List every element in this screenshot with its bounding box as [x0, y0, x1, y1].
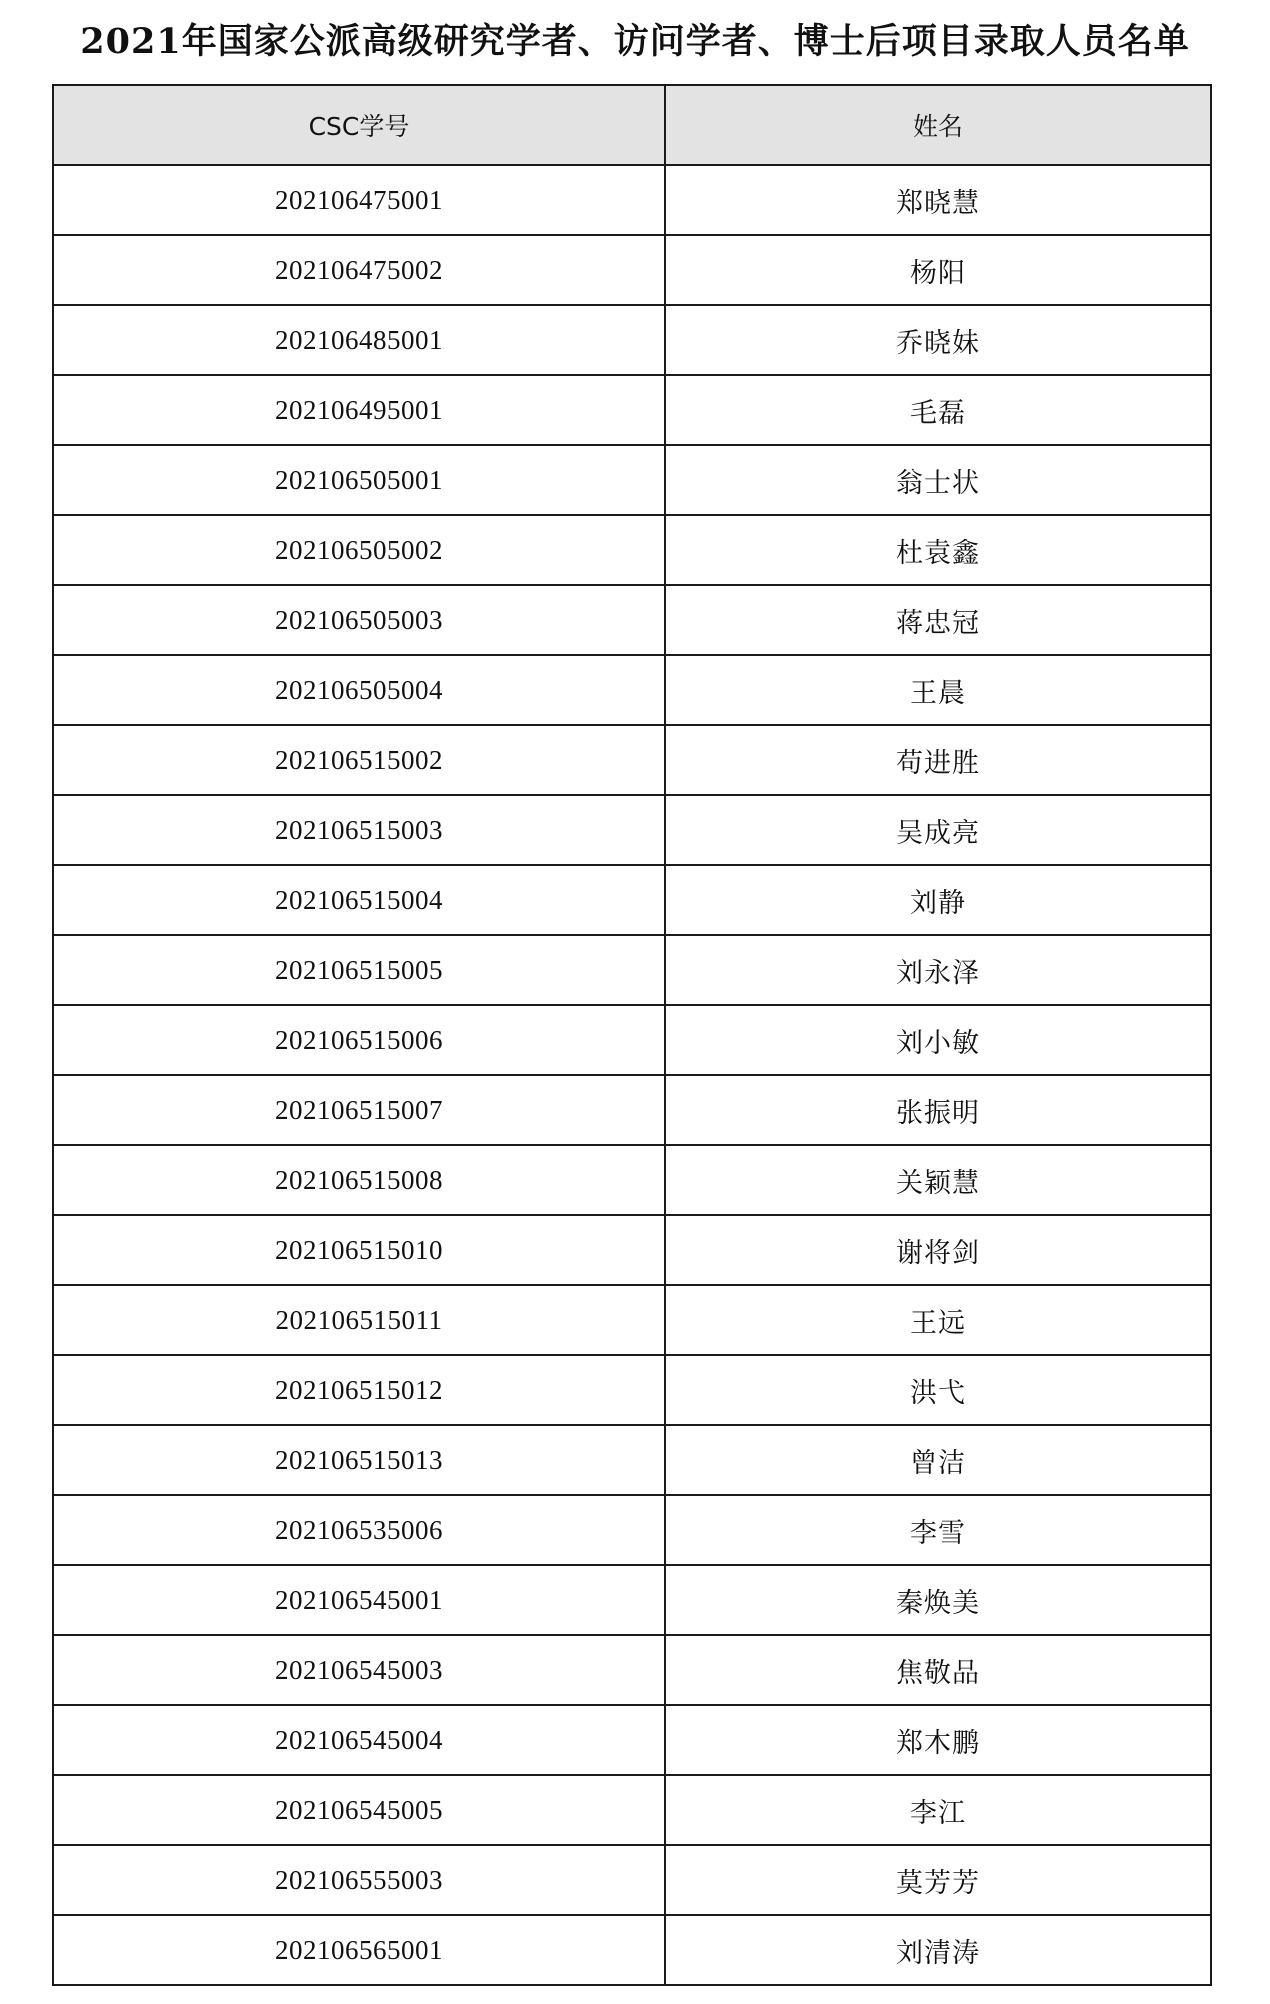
csc-id-cell: 202106505003: [53, 585, 665, 655]
name-cell: 毛磊: [665, 375, 1211, 445]
csc-id-cell: 202106545001: [53, 1565, 665, 1635]
name-cell: 刘清涛: [665, 1915, 1211, 1985]
name-cell: 张振明: [665, 1075, 1211, 1145]
csc-id-cell: 202106515003: [53, 795, 665, 865]
name-cell: 郑晓慧: [665, 165, 1211, 235]
table-row: [53, 1635, 1211, 1705]
column-header-name: 姓名: [665, 85, 1211, 165]
name-cell: 刘静: [665, 865, 1211, 935]
table-row: [53, 1075, 1211, 1145]
csc-id-cell: 202106495001: [53, 375, 665, 445]
document-title: 2021年国家公派高级研究学者、访问学者、博士后项目录取人员名单: [80, 21, 1190, 62]
csc-id-cell: 202106515007: [53, 1075, 665, 1145]
table-row: [53, 1495, 1211, 1565]
table-row: [53, 865, 1211, 935]
table-row: [53, 935, 1211, 1005]
table-row: [53, 655, 1211, 725]
table-row: [53, 235, 1211, 305]
csc-id-cell: 202106565001: [53, 1915, 665, 1985]
csc-id-cell: 202106515010: [53, 1215, 665, 1285]
name-cell: 关颖慧: [665, 1145, 1211, 1215]
name-cell: 洪弋: [665, 1355, 1211, 1425]
name-cell: 莫芳芳: [665, 1845, 1211, 1915]
csc-id-cell: 202106545005: [53, 1775, 665, 1845]
table-row: [53, 1845, 1211, 1915]
table-header: [53, 85, 1211, 165]
name-cell: 杜袁鑫: [665, 515, 1211, 585]
csc-id-cell: 202106515006: [53, 1005, 665, 1075]
table-row: [53, 1355, 1211, 1425]
name-cell: 郑木鹏: [665, 1705, 1211, 1775]
table-row: [53, 1005, 1211, 1075]
table-row: [53, 305, 1211, 375]
csc-id-cell: 202106485001: [53, 305, 665, 375]
table-body: [53, 165, 1211, 1985]
csc-id-cell: 202106505004: [53, 655, 665, 725]
table-row: [53, 165, 1211, 235]
name-cell: 王远: [665, 1285, 1211, 1355]
csc-id-cell: 202106515005: [53, 935, 665, 1005]
table-row: [53, 1145, 1211, 1215]
table-row: [53, 445, 1211, 515]
csc-id-cell: 202106515012: [53, 1355, 665, 1425]
table-row: [53, 1705, 1211, 1775]
csc-id-cell: 202106505001: [53, 445, 665, 515]
csc-id-cell: 202106545003: [53, 1635, 665, 1705]
table-row: [53, 1285, 1211, 1355]
table-row: [53, 515, 1211, 585]
table-row: [53, 1215, 1211, 1285]
name-cell: 李江: [665, 1775, 1211, 1845]
name-cell: 秦焕美: [665, 1565, 1211, 1635]
csc-id-cell: 202106515008: [53, 1145, 665, 1215]
name-cell: 杨阳: [665, 235, 1211, 305]
name-cell: 焦敬品: [665, 1635, 1211, 1705]
name-cell: 苟进胜: [665, 725, 1211, 795]
name-cell: 蒋忠冠: [665, 585, 1211, 655]
table-row: [53, 585, 1211, 655]
csc-id-cell: 202106545004: [53, 1705, 665, 1775]
name-cell: 谢将剑: [665, 1215, 1211, 1285]
csc-id-cell: 202106515013: [53, 1425, 665, 1495]
column-header-csc-id: CSC学号: [53, 85, 665, 165]
name-cell: 刘小敏: [665, 1005, 1211, 1075]
csc-id-cell: 202106475002: [53, 235, 665, 305]
table-header-row: [53, 85, 1211, 165]
csc-id-cell: 202106555003: [53, 1845, 665, 1915]
name-cell: 刘永泽: [665, 935, 1211, 1005]
csc-id-cell: 202106535006: [53, 1495, 665, 1565]
csc-id-cell: 202106515004: [53, 865, 665, 935]
table-row: [53, 375, 1211, 445]
table-row: [53, 725, 1211, 795]
table-row: [53, 1425, 1211, 1495]
name-cell: 乔晓妹: [665, 305, 1211, 375]
table-row: [53, 1565, 1211, 1635]
name-cell: 翁士状: [665, 445, 1211, 515]
name-cell: 李雪: [665, 1495, 1211, 1565]
csc-id-cell: 202106515011: [53, 1285, 665, 1355]
name-cell: 曾洁: [665, 1425, 1211, 1495]
table-row: [53, 795, 1211, 865]
csc-id-cell: 202106515002: [53, 725, 665, 795]
name-cell: 王晨: [665, 655, 1211, 725]
name-cell: 吴成亮: [665, 795, 1211, 865]
csc-id-cell: 202106475001: [53, 165, 665, 235]
admission-roster-table: [52, 84, 1212, 1986]
csc-id-cell: 202106505002: [53, 515, 665, 585]
table-row: [53, 1915, 1211, 1985]
table-row: [53, 1775, 1211, 1845]
